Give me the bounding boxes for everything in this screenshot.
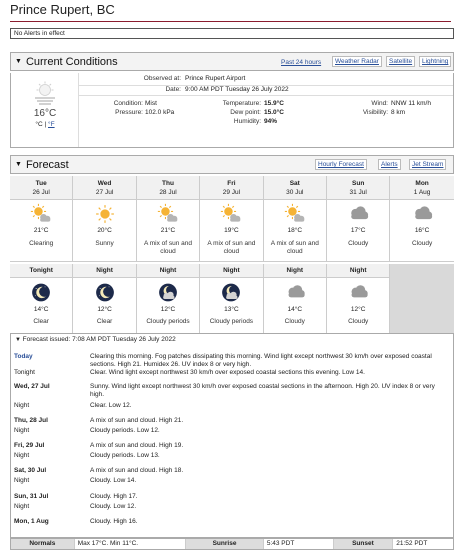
day-name: Mon [415,180,429,187]
sun-cloud-icon [157,203,179,225]
forecast-night-0[interactable] [10,264,73,334]
day-temp: 21°C [160,227,176,234]
day-body [73,200,135,262]
forecast-period: Night [14,477,30,484]
day-name: Tue [35,180,47,187]
forecast-period-text: A mix of sun and cloud. High 21. [90,417,184,424]
night-condition: Clear [33,318,49,325]
forecast-night-1[interactable] [73,264,136,334]
sunset-label: Sunset [334,539,394,549]
forecast-period: Thu, 28 Jul [14,417,48,424]
moon-cloud-icon [157,282,178,303]
humidity-value: 94% [264,118,278,125]
day-name: Sun [352,180,365,187]
pressure-label: Pressure: [115,109,143,116]
cloud-icon [347,203,369,225]
current-temperature: 16°C [33,108,57,119]
cloud-icon [284,282,305,303]
night-body [327,278,389,334]
date-label: Date: [165,86,181,93]
day-date: 31 Jul [349,189,367,196]
day-header [327,176,389,200]
forecast-period: Sun, 31 Jul [14,493,49,500]
collapse-triangle-icon: ▼ [15,58,22,65]
past-24-hours-link[interactable]: Past 24 hours [281,59,322,66]
day-header [10,176,72,200]
night-body [264,278,326,334]
observed-station-link[interactable]: Prince Rupert Airport [185,75,246,82]
night-body [73,278,135,334]
night-body [10,278,72,334]
pressure-value: 102.0 kPa [145,109,175,116]
day-date: 29 Jul [222,189,241,196]
night-temp: 14°C [33,306,49,313]
forecast-issued-bar[interactable] [10,333,454,345]
day-name: Thu [162,180,174,187]
dewpoint-value: 15.0°C [264,109,284,116]
night-condition: Clear [96,318,113,325]
forecast-day-1[interactable] [73,176,136,262]
current-conditions-panel [10,73,454,148]
day-condition: A mix of sun and cloud [207,240,256,255]
unit-fahrenheit-link[interactable]: °F [48,121,55,128]
sun-icon [94,203,116,225]
night-body [137,278,199,334]
night-header: Night [327,264,389,278]
moon-icon [94,282,115,303]
day-body [327,200,389,262]
current-icon-panel [11,73,79,147]
moon-icon [31,282,52,303]
day-name: Sat [289,180,300,187]
forecast-period-text: Cloudy. Low 12. [90,503,137,510]
visibility-value: 8 km [391,109,406,116]
forecast-period-text: Cloudy. Low 14. [90,477,137,484]
night-header: Night [137,264,199,278]
forecast-period-text: Clear. Low 12. [90,402,132,409]
title-divider [10,21,451,22]
forecast-period-text: A mix of sun and cloud. High 19. [90,442,184,449]
condition-value: Mist [145,100,157,107]
night-temp: 12°C [160,306,176,313]
forecast-period: Night [14,402,30,409]
night-header: Night [264,264,326,278]
day-name: Wed [97,180,112,187]
day-header [200,176,262,200]
night-header: Night [73,264,135,278]
day-condition: Cloudy [411,240,433,247]
forecast-period: Wed, 27 Jul [14,383,50,390]
normals-value: Max 17°C. Min 11°C. [75,539,186,549]
forecast-period: Night [14,503,30,510]
day-body [200,200,262,262]
day-name: Fri [227,180,236,187]
sunrise-label: Sunrise [186,539,264,549]
night-condition: Cloudy [284,318,305,325]
cloud-icon [348,282,369,303]
forecast-night-3[interactable] [200,264,263,334]
forecast-period-text: A mix of sun and cloud. High 18. [90,467,184,474]
night-condition: Cloudy periods [146,318,190,325]
almanac-footer [10,538,454,550]
day-temp: 16°C [414,227,430,234]
dewpoint-label: Dew point: [230,109,261,116]
moon-cloud-icon [221,282,242,303]
forecast-period-text: Cloudy periods. Low 12. [90,427,160,434]
forecast-header [10,155,454,174]
night-temp: 12°C [350,306,366,313]
forecast-day-3[interactable] [200,176,263,262]
weather-radar-link[interactable]: Weather Radar [332,56,382,67]
night-header: Tonight [10,264,72,278]
forecast-period: Sat, 30 Jul [14,467,47,474]
unit-celsius[interactable]: °C [35,121,43,128]
forecast-title[interactable]: ▼ Forecast [15,159,69,171]
day-temp: 18°C [287,227,303,234]
day-header [73,176,135,200]
forecast-period: Today [14,353,33,360]
temperature-label: Temperature: [222,100,261,107]
forecast-day-2[interactable] [137,176,200,262]
forecast-night-5[interactable] [327,264,390,334]
forecast-period-text: Clear. Wind light except northwest 30 km/h over exposed coastal sections this evening. Low 14. [90,369,365,376]
forecast-period-text: Cloudy. High 16. [90,518,138,525]
wind-label: Wind: [371,100,388,107]
day-body [137,200,199,262]
forecast-period: Night [14,452,30,459]
collapse-triangle-icon: ▼ [15,337,23,343]
observation-date: 9:00 AM PDT Tuesday 26 July 2022 [185,86,289,93]
day-condition: A mix of sun and cloud [270,240,319,255]
day-body [264,200,326,262]
forecast-period-text: Cloudy periods. Low 13. [90,452,160,459]
forecast-night-4[interactable] [264,264,327,334]
forecast-period-text: Sunny. Wind light except northwest 30 km/h over exposed coastal sections in the afternoon. High 20. UV index 8 or very high. [90,383,435,398]
unit-separator: | [44,121,47,128]
collapse-triangle-icon: ▼ [15,161,22,168]
day-header [137,176,199,200]
day-date: 28 Jul [159,189,177,196]
text-forecast [10,345,454,538]
empty-night-cell [390,264,453,334]
current-conditions-header [10,52,454,71]
forecast-period: Tonight [14,369,35,376]
day-body [390,200,453,262]
day-temp: 19°C [224,227,239,234]
day-date: 30 Jul [286,189,304,196]
forecast-day-6[interactable] [390,176,453,262]
day-temp: 20°C [97,227,112,234]
day-body [10,200,72,262]
satellite-link[interactable]: Satellite [386,56,415,67]
normals-label: Normals [11,539,75,549]
forecast-period: Fri, 29 Jul [14,442,45,449]
forecast-period: Night [14,427,30,434]
sun-cloud-icon [30,203,52,225]
night-header: Night [200,264,262,278]
observed-label: Observed at: [143,75,181,82]
day-condition: A mix of sun and cloud [143,240,193,255]
night-body [200,278,262,334]
forecast-day-0[interactable] [10,176,73,262]
jet-stream-link[interactable]: Jet Stream [409,159,446,170]
cloud-icon [411,203,433,225]
night-temp: 13°C [224,306,239,313]
day-condition: Clearing [29,240,54,247]
forecast-period-text: Clearing this morning. Fog patches dissipating this morning. Wind light except northwest 30 km/h over exposed coastal sections. High 21. Humidex 26. UV index 8 or very high. [90,353,432,368]
forecast-period: Mon, 1 Aug [14,518,49,525]
day-header [390,176,453,200]
day-date: 27 Jul [95,189,114,196]
day-temp: 21°C [33,227,49,234]
lightning-link[interactable]: Lightning [419,56,451,67]
temperature-value: 15.9°C [264,100,284,107]
page-title: Prince Rupert, BC [10,2,115,17]
sun-fog-icon [32,81,58,105]
day-temp: 17°C [350,227,366,234]
forecast-period-text: Cloudy. High 17. [90,493,138,500]
night-temp: 14°C [287,306,303,313]
sunset-value: 21:52 PDT [396,540,428,547]
forecast-day-4[interactable] [264,176,327,262]
visibility-label: Visibility: [362,109,388,116]
sun-cloud-icon [284,203,306,225]
day-header [264,176,326,200]
forecast-night-2[interactable] [137,264,200,334]
night-temp: 12°C [97,306,112,313]
humidity-label: Humidity: [233,118,261,125]
sunrise-value: 5:43 PDT [264,539,334,549]
forecast-day-5[interactable] [327,176,390,262]
condition-label: Condition: [113,100,143,107]
night-condition: Cloudy periods [209,318,254,325]
current-conditions-title[interactable]: ▼ Current Conditions [15,56,118,68]
wind-value: NNW 11 km/h [391,100,431,107]
night-condition: Cloudy [348,318,369,325]
day-condition: Sunny [95,240,114,247]
alerts-banner: No Alerts in effect [10,28,454,39]
sun-cloud-icon [220,203,242,225]
alerts-link[interactable]: Alerts [378,159,401,170]
day-date: 26 Jul [32,189,50,196]
day-date: 1 Aug [413,189,431,196]
row-divider [79,95,453,96]
hourly-forecast-link[interactable]: Hourly Forecast [315,159,367,170]
unit-toggle [11,121,79,128]
forecast-issued-text: Forecast issued: 7:08 AM PDT Tuesday 26 July 2022 [22,336,176,343]
day-condition: Cloudy [348,240,369,247]
